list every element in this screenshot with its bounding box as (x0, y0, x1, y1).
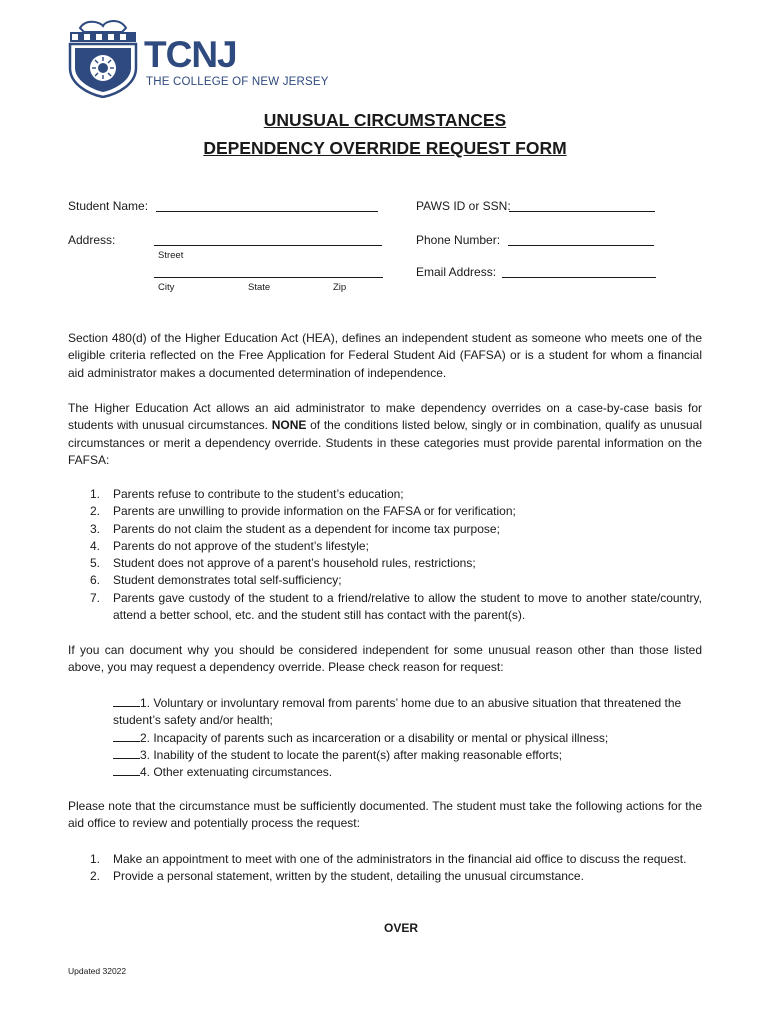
list-text: Student does not approve of a parent’s household rules, restrictions; (113, 556, 476, 571)
reason-checkbox[interactable] (113, 730, 140, 742)
list-number: 1. (90, 487, 101, 501)
policy-none-emphasis: NONE (271, 418, 307, 433)
reason-checkbox[interactable] (113, 695, 140, 707)
list-item (68, 486, 702, 503)
list-text: Parents refuse to contribute to the student’s education; (113, 487, 404, 501)
address-label: Address: (68, 233, 116, 247)
street-caption: Street (158, 250, 184, 261)
logo-wordmark: TCNJ (144, 34, 237, 75)
city-state-zip-field[interactable] (154, 277, 383, 278)
list-number: 7. (90, 590, 101, 605)
title-line-2: DEPENDENCY OVERRIDE REQUEST FORM (203, 138, 567, 158)
non-qualifying-conditions-list (68, 486, 702, 624)
paws-id-label: PAWS ID or SSN: (416, 199, 511, 213)
student-name-field[interactable] (156, 211, 378, 212)
reason-checkbox[interactable] (113, 764, 140, 776)
list-text: Make an appointment to meet with one of the administrators in the financial aid office to discuss the request. (113, 852, 687, 866)
list-item (68, 572, 702, 589)
paws-id-field[interactable] (509, 211, 655, 212)
list-number: 4. (90, 538, 101, 553)
student-name-label: Student Name: (68, 199, 149, 213)
required-actions-list (68, 851, 702, 886)
list-number: 2. (90, 504, 101, 519)
phone-label: Phone Number: (416, 233, 501, 247)
list-item (68, 590, 702, 625)
tcnj-logo (66, 16, 336, 98)
reason-item (113, 764, 703, 781)
college-seal-icon (66, 16, 140, 98)
list-text: Student demonstrates total self-sufficiency; (113, 573, 342, 588)
logo-subtitle: THE COLLEGE OF NEW JERSEY (146, 76, 329, 88)
policy-text-1: The Higher Education Act allows an aid administrator to make dependency overrides on a case-by-case basis for students with unusual circumstances. (68, 401, 702, 433)
list-text: Parents do not approve of the student’s lifestyle; (113, 538, 369, 553)
reason-checklist (113, 695, 703, 781)
zip-caption: Zip (333, 282, 347, 293)
reason-checkbox[interactable] (113, 747, 140, 759)
list-text: Parents do not claim the student as a dependent for income tax purpose; (113, 521, 500, 536)
reason-text: 3. Inability of the student to locate the parent(s) after making reasonable efforts; (140, 747, 563, 762)
documentation-note-paragraph: Please note that the circumstance must be sufficiently documented. The student must take the following actions for the aid office to review and potentially process the request: (68, 799, 702, 831)
reason-item (113, 747, 703, 764)
reason-item (113, 695, 703, 730)
list-number: 3. (90, 521, 101, 536)
list-item (68, 521, 702, 538)
title-line-1: UNUSUAL CIRCUMSTANCES (263, 110, 507, 130)
reason-text: 1. Voluntary or involuntary removal from parents’ home due to an abusive situation that threatened the student’s safety and/or health; (113, 696, 682, 728)
reason-text: 4. Other extenuating circumstances. (140, 765, 333, 780)
updated-footer: Updated 32022 (68, 966, 127, 976)
list-number: 5. (90, 556, 101, 571)
list-item (68, 851, 702, 868)
request-instructions-paragraph: If you can document why you should be considered independent for some unusual reason other than those listed above, you may request a dependency override. Please check reason for request: (68, 643, 702, 675)
list-number: 6. (90, 573, 101, 588)
list-item (68, 868, 702, 885)
phone-field[interactable] (508, 245, 654, 246)
policy-text-2: of the conditions listed below, singly or in combination, qualify as unusual circumstances or merit a dependency override. Students in these categories must provide parental information on the FAFSA: (68, 418, 702, 467)
state-caption: State (248, 282, 271, 293)
list-text: Parents are unwilling to provide information on the FAFSA or for verification; (113, 504, 516, 519)
over-label: OVER (383, 921, 418, 935)
email-field[interactable] (502, 277, 656, 278)
list-item (68, 503, 702, 520)
reason-text: 2. Incapacity of parents such as incarceration or a disability or mental or physical illness; (140, 730, 609, 745)
hea-definition-paragraph: Section 480(d) of the Higher Education Act (HEA), defines an independent student as someone who meets one of the eligible criteria reflected on the Free Application for Federal Student Aid (FAFSA) or is a student for whom a financial aid administrator makes a documented determination of independence. (68, 331, 702, 380)
list-text: Parents gave custody of the student to a friend/relative to allow the student to move to another state/country, attend a better school, etc. and the student still has contact with the parent(s). (113, 590, 702, 623)
email-label: Email Address: (416, 265, 497, 279)
list-item (68, 555, 702, 572)
override-policy-paragraph (68, 400, 702, 469)
list-number: 2. (90, 869, 101, 884)
list-item (68, 538, 702, 555)
list-number: 1. (90, 852, 101, 866)
list-text: Provide a personal statement, written by the student, detailing the unusual circumstance. (113, 869, 584, 884)
street-field[interactable] (154, 245, 382, 246)
city-caption: City (158, 282, 175, 293)
reason-item (113, 730, 703, 747)
